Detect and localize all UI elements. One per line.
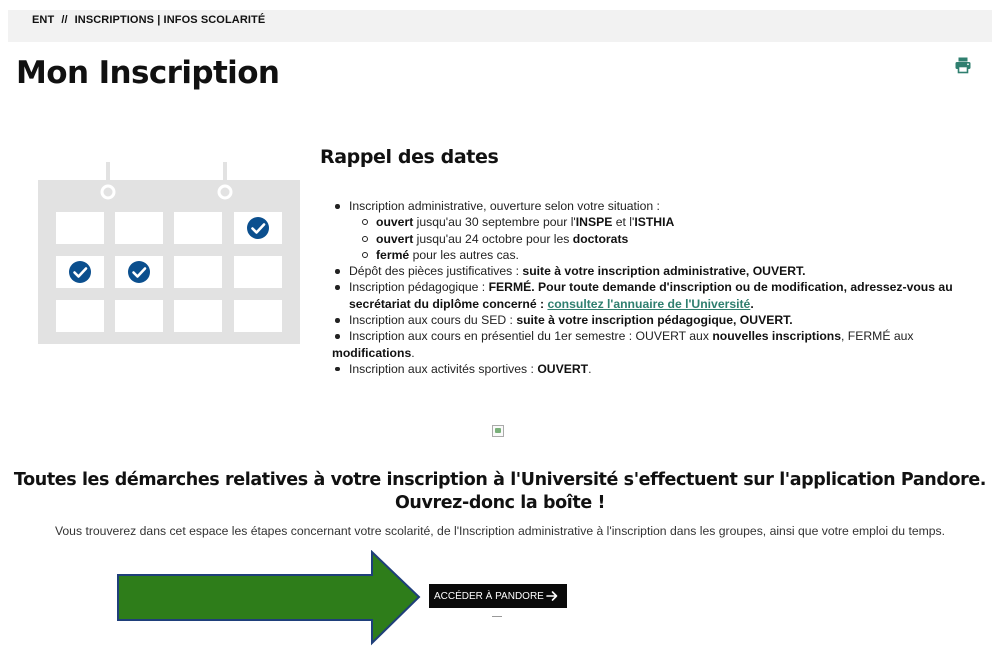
- divider: [492, 616, 502, 617]
- doctorats-label: doctorats: [572, 231, 629, 246]
- item-text: .: [411, 345, 415, 360]
- sport-label: Inscription aux activités sportives :: [349, 361, 538, 376]
- pandore-description: Vous trouverez dans cet espace les étapes concernant votre scolarité, de l'Inscription administrative à l'inscription dans les groupes, ainsi que votre emploi du temps.: [54, 524, 946, 538]
- list-item: [360, 231, 982, 247]
- list-item: [332, 279, 982, 312]
- list-item: [332, 361, 982, 377]
- breadcrumb: [32, 14, 265, 26]
- sed-value: suite à votre inscription pédagogique, OUVERT.: [516, 313, 793, 328]
- modifications-label: modifications: [332, 345, 412, 360]
- list-item: [360, 247, 982, 263]
- page-title: Mon Inscription: [16, 55, 280, 91]
- sport-value: OUVERT: [537, 361, 589, 376]
- list-item: [332, 198, 982, 263]
- print-icon[interactable]: [954, 56, 972, 74]
- presentiel-label: Inscription aux cours en présentiel du 1er semestre : OUVERT aux: [349, 329, 713, 344]
- list-item: [332, 328, 982, 361]
- arrow-right-icon: [545, 589, 559, 603]
- breadcrumb-separator: //: [61, 14, 68, 26]
- pandore-button[interactable]: [429, 584, 567, 608]
- admin-label: Inscription administrative, ouverture selon votre situation :: [349, 199, 660, 213]
- isthia-label: ISTHIA: [634, 215, 675, 230]
- check-icon: [247, 217, 269, 239]
- status-open: ouvert: [376, 231, 414, 246]
- list-item: [332, 312, 982, 328]
- dates-title: Rappel des dates: [320, 146, 499, 168]
- item-text: jusqu'au 30 septembre pour l': [413, 215, 576, 230]
- list-item: [332, 263, 982, 279]
- arrow-right-icon: [116, 550, 422, 646]
- headline-line1: Toutes les démarches relatives à votre inscription à l'Université s'effectuent sur l'application Pandore.: [13, 470, 987, 490]
- peda-label: Inscription pédagogique :: [349, 280, 489, 295]
- item-text: .: [588, 361, 592, 376]
- peda-value: FERMÉ. Pour toute demande d'inscription ou de modification, adressez-vous au secrétariat du diplôme concerné :: [349, 280, 953, 311]
- check-icon: [69, 261, 91, 283]
- admin-sublist: [360, 214, 982, 263]
- annuaire-link[interactable]: consultez l'annuaire de l'Université: [547, 296, 751, 311]
- inspe-label: INSPE: [575, 215, 613, 230]
- dates-list: [332, 198, 982, 377]
- item-text: jusqu'au 24 octobre pour les: [413, 231, 573, 246]
- breadcrumb-root[interactable]: ENT: [32, 14, 55, 26]
- broken-image-icon: [492, 425, 504, 437]
- status-closed: fermé: [376, 247, 410, 262]
- item-text: pour les autres cas.: [409, 247, 519, 262]
- headline-line2: Ouvrez-donc la boîte !: [394, 493, 606, 513]
- pandore-button-label: ACCÉDER À PANDORE: [434, 590, 544, 602]
- peda-end: .: [750, 296, 754, 311]
- check-icon: [128, 261, 150, 283]
- nouvelles-inscriptions: nouvelles inscriptions: [712, 329, 842, 344]
- pieces-value: suite à votre inscription administrative, OUVERT.: [522, 264, 806, 279]
- calendar-illustration: [38, 162, 300, 344]
- list-item: [360, 214, 982, 230]
- item-text: , FERMÉ aux: [841, 329, 914, 344]
- pandore-headline: [0, 469, 1000, 515]
- sed-label: Inscription aux cours du SED :: [349, 313, 517, 328]
- status-open: ouvert: [376, 215, 414, 230]
- breadcrumb-current: INSCRIPTIONS | INFOS SCOLARITÉ: [74, 14, 266, 26]
- item-text: et l': [612, 215, 635, 230]
- pieces-label: Dépôt des pièces justificatives :: [349, 264, 523, 279]
